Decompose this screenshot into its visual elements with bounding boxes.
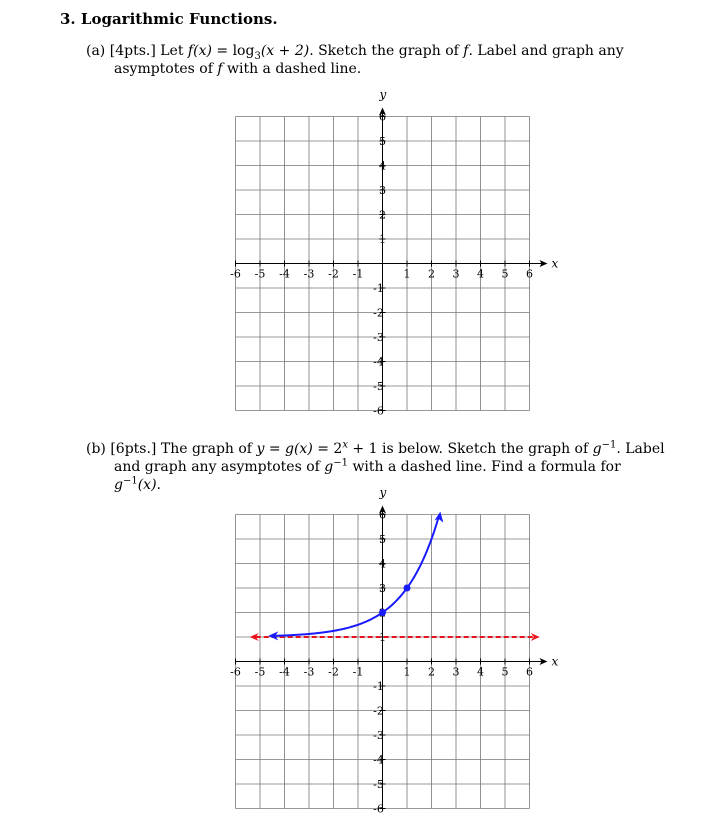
graph-b-x-tick-label: -6 (230, 665, 241, 679)
graph-a-x-tick-label: -1 (352, 267, 364, 281)
graph-b-y-tick-label: -4 (373, 753, 384, 767)
part-a-func-arg: (x + 2) (260, 43, 310, 59)
part-b-inv-sup-3: −1 (122, 475, 138, 487)
graph-a-y-tick-label: 4 (379, 159, 386, 173)
part-b-eq-tail: + 1 (347, 441, 378, 457)
graph-b-x-tick-label: -2 (328, 665, 339, 679)
graph-a-y-tick-label: -2 (373, 306, 384, 320)
graph-b-y-tick-label: -6 (373, 802, 384, 816)
graph-b-x-tick-label: -5 (254, 665, 266, 679)
part-a-f-var: f (463, 43, 469, 59)
part-b-text-1: The graph of (160, 441, 252, 457)
graph-a-y-tick-label: -4 (373, 355, 384, 369)
part-b-ginv: g (592, 441, 602, 457)
graph-a-x-tick-label: -6 (230, 267, 241, 281)
part-b-ginv-3: g (114, 477, 123, 493)
graph-a-x-axis-label: x (551, 256, 559, 271)
part-b-text-2: is below. Sketch the graph of (381, 441, 589, 457)
part-b-end: . (156, 477, 161, 493)
part-b-inv-sup: −1 (601, 439, 617, 451)
graph-a-x-tick-label: 4 (477, 267, 484, 281)
graph-a-y-tick-label: -1 (373, 282, 384, 295)
graph-a-x-tick-label: -2 (328, 267, 339, 281)
graph-a-y-tick-label: 5 (379, 135, 386, 148)
part-b-eq-lhs: y = g(x) (256, 441, 313, 457)
part-a-func-lhs: f(x) (187, 43, 212, 59)
graph-b-x-tick-label: 1 (403, 665, 411, 679)
part-a-eq: = (211, 43, 233, 59)
problem-title: Logarithmic Functions. (80, 10, 278, 28)
graph-b-curve-arrow-top (434, 512, 443, 523)
graph-b-y-tick-label: -5 (373, 778, 384, 791)
graph-b-y-tick-label: -1 (373, 680, 384, 693)
graph-a-y-tick-label: 2 (379, 208, 386, 222)
part-a-points: [4pts.] (109, 43, 156, 59)
graph-a-y-tick-label: 3 (379, 184, 386, 197)
graph-b-x-tick-label: 5 (501, 665, 509, 679)
graph-a-x-tick-label: 6 (526, 267, 533, 281)
part-b-text-4: with a dashed line. Find a formula for (352, 459, 621, 475)
graph-a-y-tick-label: -5 (373, 380, 384, 393)
part-a-text-3: . Label and graph any asymptotes of (114, 43, 624, 77)
graph-a-x-tick-label: 2 (428, 267, 435, 281)
graph-a-y-tick-label: 6 (379, 110, 386, 124)
part-b-ginv-x: (x) (137, 477, 157, 493)
graph-b-curve-point (379, 609, 386, 616)
graph-a-x-tick-label: -5 (254, 267, 266, 281)
graph-b-x-tick-label: 3 (452, 665, 460, 679)
part-b-text-3: . Label and graph any asymptotes of (114, 441, 665, 475)
part-a-text-1: Let (160, 43, 184, 59)
graph-a-y-tick-label: -6 (373, 404, 384, 418)
part-a-func-log: log (232, 43, 255, 59)
graph-b-x-axis-label: x (551, 654, 559, 669)
graph-b-y-tick-label: 4 (379, 557, 386, 571)
graph-b-y-tick-label: -2 (373, 704, 384, 718)
graph-b-x-tick-label: 4 (477, 665, 484, 679)
graph-b-x-tick-label: -1 (352, 665, 364, 679)
graph-b-y-tick-label: -3 (373, 729, 384, 742)
graph-a-x-tick-label: -4 (279, 267, 290, 281)
graph-a-y-tick-label: -3 (373, 331, 384, 344)
graph-b-x-tick-label: 6 (526, 665, 533, 679)
part-b-inv-sup-2: −1 (333, 457, 348, 469)
graph-a-x-tick-label: 5 (501, 267, 509, 281)
problem-number: 3. (60, 10, 76, 28)
graph-a-y-axis-label: y (379, 87, 387, 102)
part-b-ginv-2: g (324, 459, 334, 475)
graph-b-x-tick-label: -4 (279, 665, 290, 679)
graph-b-y-tick-label: 6 (379, 508, 386, 522)
graph-b-y-axis-label: y (379, 485, 387, 500)
graph-b-y-tick-label: 5 (379, 533, 386, 546)
graph-b-x-tick-label: -3 (303, 665, 315, 679)
part-a-text-2: . Sketch the graph of (309, 43, 459, 59)
part-b-eq-mid: = 2 (312, 441, 343, 457)
part-b-label: (b) (86, 441, 106, 457)
part-a-f-var-2: f (217, 61, 223, 77)
graph-b-y-tick-label: 3 (379, 582, 386, 595)
graph-a-x-tick-label: 3 (452, 267, 460, 281)
graph-a-x-tick-label: 1 (403, 267, 411, 281)
part-a-text-4: with a dashed line. (226, 61, 362, 77)
part-a-label: (a) (86, 43, 106, 59)
graph-b-curve (272, 515, 439, 636)
part-b-points: [6pts.] (110, 441, 157, 457)
part-a-func-base: 3 (254, 50, 261, 62)
graph-a-x-tick-label: -3 (303, 267, 315, 281)
graph-b-y-tick-label: 1 (379, 631, 386, 644)
part-b-eq-exp: x (342, 439, 348, 451)
graph-b-x-tick-label: 2 (428, 665, 435, 679)
graph-a-y-tick-label: 1 (379, 233, 386, 246)
graph-b-curve-point (404, 585, 411, 592)
